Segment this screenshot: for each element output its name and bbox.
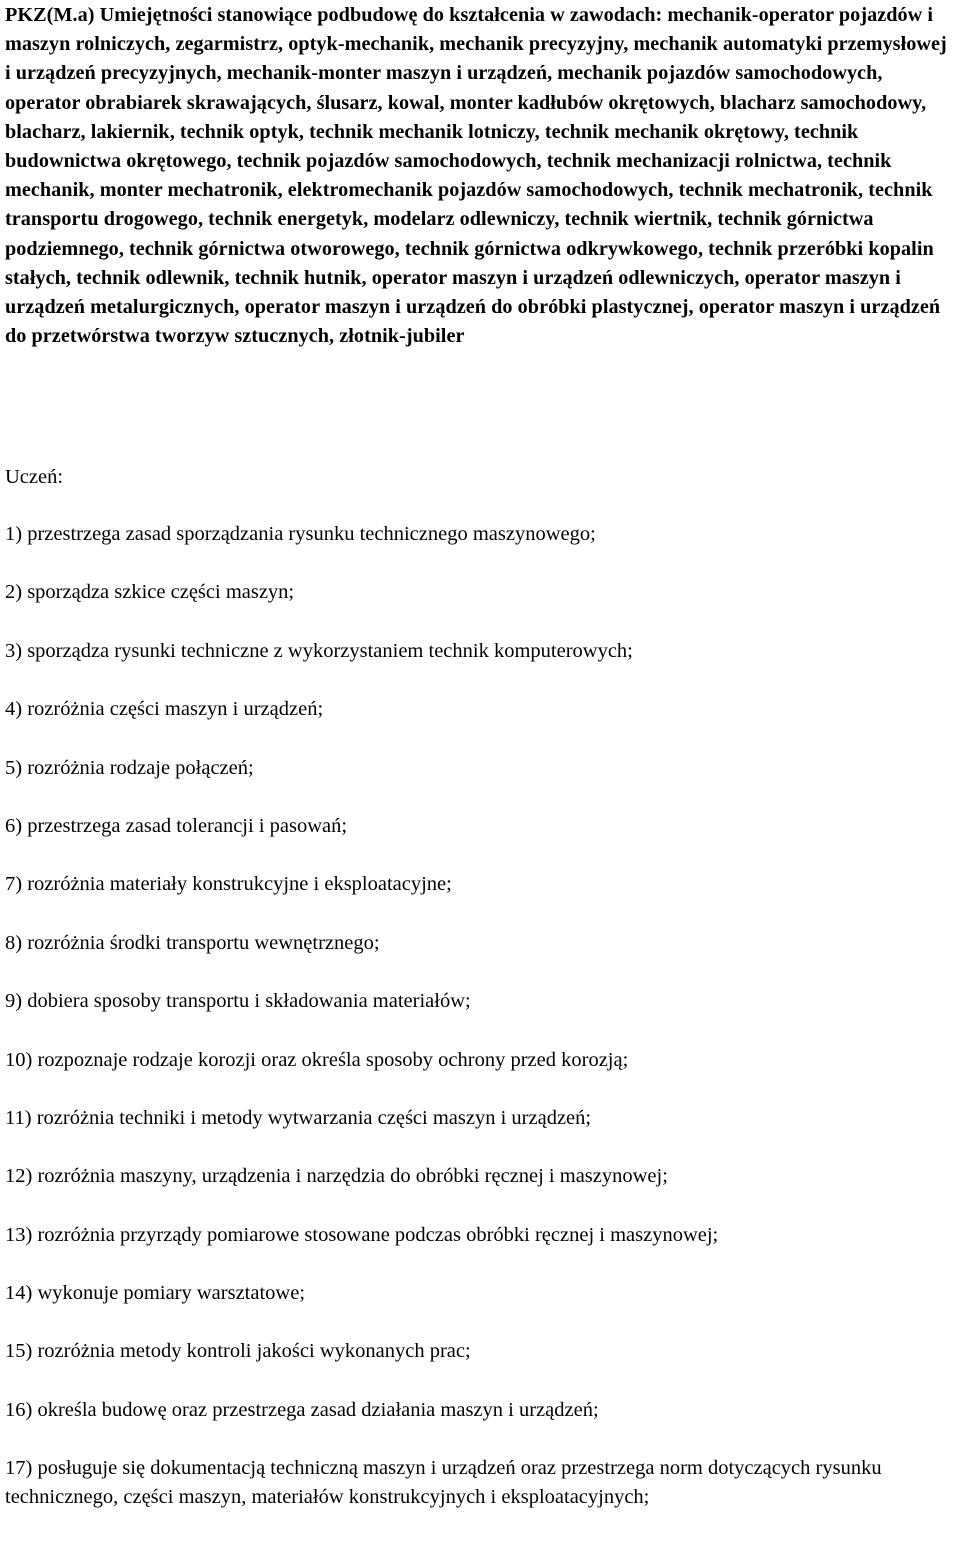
- list-item: 10) rozpoznaje rodzaje korozji oraz określa sposoby ochrony przed korozją;: [5, 1048, 629, 1071]
- list-item: 16) określa budowę oraz przestrzega zasad działania maszyn i urządzeń;: [5, 1398, 599, 1421]
- list-item: 7) rozróżnia materiały konstrukcyjne i eksploatacyjne;: [5, 873, 452, 896]
- student-label: Uczeń:: [5, 466, 64, 488]
- list-item: 8) rozróżnia środki transportu wewnętrznego;: [5, 931, 380, 954]
- list-item: 1) przestrzega zasad sporządzania rysunku technicznego maszynowego;: [5, 523, 596, 545]
- skills-list: [5, 520, 957, 1512]
- list-item: 2) sporządza szkice części maszyn;: [5, 581, 295, 604]
- list-item: 13) rozróżnia przyrządy pomiarowe stosowane podczas obróbki ręcznej i maszynowej;: [5, 1223, 719, 1246]
- list-item: 9) dobiera sposoby transportu i składowania materiałów;: [5, 990, 471, 1013]
- list-item: 14) wykonuje pomiary warsztatowe;: [5, 1282, 306, 1305]
- list-item: 11) rozróżnia techniki i metody wytwarzania części maszyn i urządzeń;: [5, 1106, 592, 1129]
- list-item: 15) rozróżnia metody kontroli jakości wykonanych prac;: [5, 1340, 471, 1363]
- list-item: 6) przestrzega zasad tolerancji i pasowań;: [5, 814, 348, 837]
- list-item: 5) rozróżnia rodzaje połączeń;: [5, 756, 254, 779]
- document-page: [5, 0, 957, 1509]
- list-item: 12) rozróżnia maszyny, urządzenia i narzędzia do obróbki ręcznej i maszynowej;: [5, 1165, 668, 1188]
- list-item: 3) sporządza rysunki techniczne z wykorzystaniem technik komputerowych;: [5, 639, 633, 662]
- qualification-header: PKZ(M.a) Umiejętności stanowiące podbudowę do kształcenia w zawodach: mechanik-operator pojazdów i maszyn rolniczych, zegarmistrz, optyk-mechanik, mechanik precyzyjny, mechanik automatyki przemysłowej i urządzeń precyzyjnych, mechanik-monter maszyn i urządzeń, mechanik pojazdów samochodowych, operator obrabiarek skrawających, ślusarz, kowal, monter kadłubów okrętowych, blacharz samochodowy, blacharz, lakiernik, technik optyk, technik mechanik lotniczy, technik mechanik okrętowy, technik budownictwa okrętowego, technik pojazdów samochodowych, technik mechanizacji rolnictwa, technik mechanik, monter mechatronik, elektromechanik pojazdów samochodowych, technik mechatronik, technik transportu drogowego, technik energetyk, modelarz odlewniczy, technik wiertnik, technik górnictwa podziemnego, technik górnictwa otworowego, technik górnictwa odkrywkowego, technik przeróbki kopalin stałych, technik odlewnik, technik hutnik, operator maszyn i urządzeń odlewniczych, operator maszyn i urządzeń metalurgicznych, operator maszyn i urządzeń do obróbki plastycznej, operator maszyn i urządzeń do przetwórstwa tworzyw sztucznych, złotnik-jubiler: [5, 4, 947, 348]
- list-item: 4) rozróżnia części maszyn i urządzeń;: [5, 698, 324, 721]
- list-item: 17) posługuje się dokumentacją techniczną maszyn i urządzeń oraz przestrzega norm dotyczących rysunku technicznego, części maszyn, materiałów konstrukcyjnych i eksploatacyjnych;: [5, 1457, 882, 1509]
